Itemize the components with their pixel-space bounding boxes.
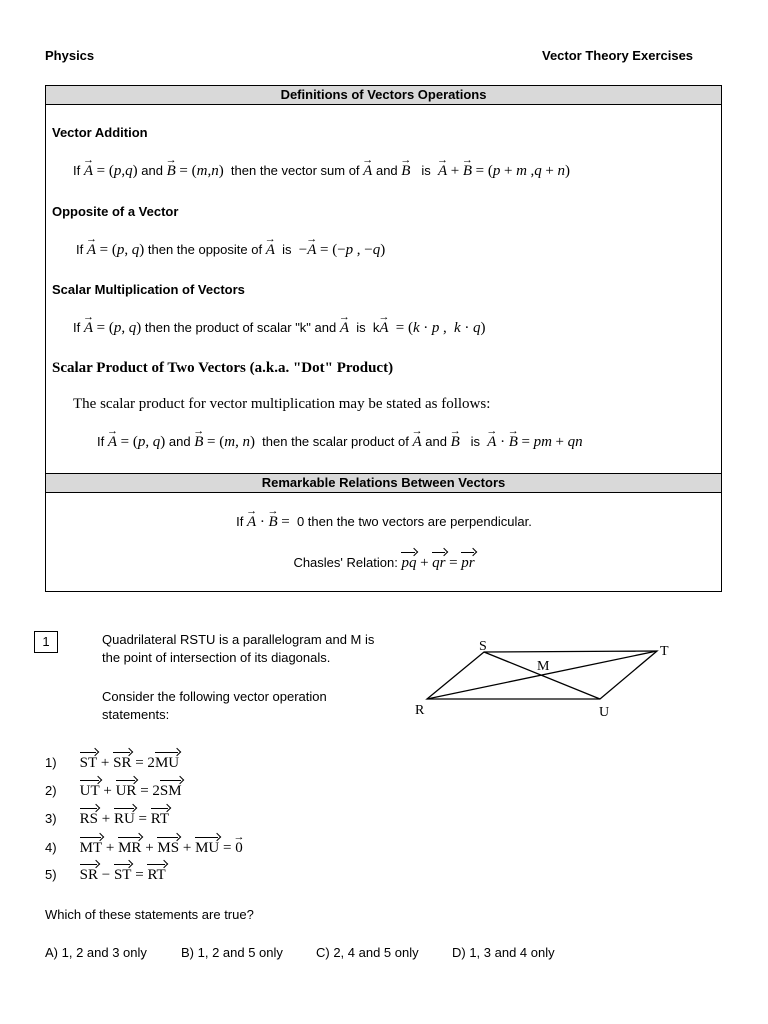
- vector-addition-title: Vector Addition: [52, 125, 148, 140]
- dot-product-intro: The scalar product for vector multiplication may be stated as follows:: [73, 396, 491, 412]
- question-prompt: Consider the following vector operation statements:: [102, 689, 327, 722]
- opposite-vector-formula: If → A = (p, q) then the opposite of → A is −→ A = (−p , −q): [76, 242, 385, 259]
- subject-label: Physics: [45, 48, 95, 63]
- relations-heading: Remarkable Relations Between Vectors: [45, 473, 722, 493]
- question-description: Quadrilateral RSTU is a parallelogram and M is the point of intersection of its diagonals.: [102, 632, 375, 665]
- option-c[interactable]: C) 2, 4 and 5 only: [316, 945, 419, 960]
- option-b[interactable]: B) 1, 2 and 5 only: [181, 945, 283, 960]
- opposite-vector-title: Opposite of a Vector: [52, 204, 179, 219]
- definitions-heading: Definitions of Vectors Operations: [45, 85, 722, 105]
- statement-5: 5) SR − ST = RT: [45, 867, 166, 883]
- question-ask: Which of these statements are true?: [45, 907, 254, 922]
- vector-addition-formula: If → A = (p,q) and → B = (m,n) then the vector sum of → A and → B is → A + → B = (p + m ,q + n): [73, 163, 570, 180]
- scalar-multiplication-formula: If → A = (p, q) then the product of scalar "k" and → A is k→ A = (k · p , k · q): [73, 320, 485, 337]
- definitions-box: [45, 85, 722, 474]
- dot-product-title: Scalar Product of Two Vectors (a.k.a. "Dot" Product): [52, 360, 394, 376]
- statement-1: 1) ST + SR = 2MU: [45, 755, 180, 771]
- option-a[interactable]: A) 1, 2 and 3 only: [45, 945, 147, 960]
- perpendicular-relation: If → A · → B = 0 then the two vectors are perpendicular.: [0, 514, 768, 531]
- vertex-label-r: R: [415, 703, 425, 718]
- point-label-m: M: [537, 659, 550, 674]
- option-d[interactable]: D) 1, 3 and 4 only: [452, 945, 555, 960]
- parallelogram-diagram: [400, 630, 690, 725]
- statement-2: 2) UT + UR = 2SM: [45, 783, 182, 799]
- chasles-relation: Chasles' Relation: pq + qr = pr: [293, 555, 475, 571]
- vertex-label-s: S: [479, 639, 487, 654]
- page-title: Vector Theory Exercises: [542, 48, 694, 63]
- vertex-label-t: T: [660, 644, 669, 659]
- vertex-label-u: U: [599, 705, 610, 720]
- statement-3: 3) RS + RU = RT: [45, 811, 170, 827]
- question-number: 1: [34, 631, 58, 653]
- dot-product-formula: If → A = (p, q) and → B = (m, n) then the scalar product of → A and → B is → A · → B = pm + qn: [97, 434, 583, 451]
- scalar-multiplication-title: Scalar Multiplication of Vectors: [52, 282, 245, 297]
- statement-4: 4) MT + MR + MS + MU = → 0: [45, 838, 243, 857]
